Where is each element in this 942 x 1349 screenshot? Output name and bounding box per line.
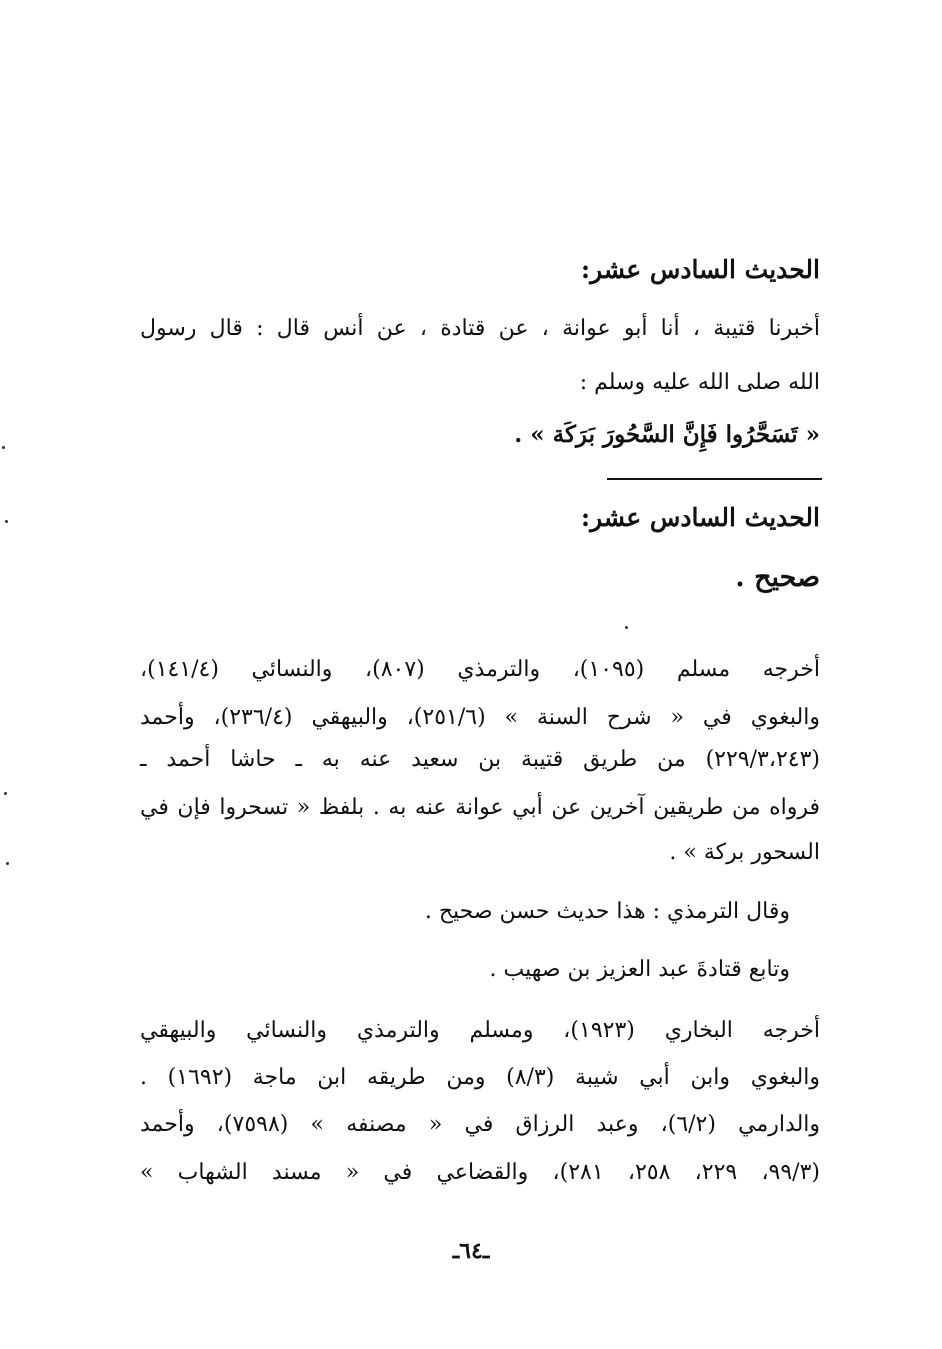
isnad-line-1: أخبرنا قتيبة ، أنا أبو عوانة ، عن قتادة ، عن أنس قال : قال رسول: [140, 316, 820, 341]
hadith-text: « تَسَحَّرُوا فَإِنَّ السَّحُورَ بَرَكَة » .: [514, 421, 820, 448]
takhrij-line-1: أخرجه مسلم (١٠٩٥)، والترمذي (٨٠٧)، والنسائي (١٤١/٤)،: [140, 657, 821, 682]
takhrij2-line-3: والدارمي (٦/٢)، وعبد الرزاق في « مصنفه » (٧٥٩٨)، وأحمد: [140, 1112, 821, 1137]
takhrij2-line-1: أخرجه البخاري (١٩٢٣)، ومسلم والترمذي والنسائي والبيهقي: [140, 1018, 820, 1043]
hadith-heading: الحديث السادس عشر:: [580, 255, 820, 284]
takhrij2-line-2: والبغوي وابن أبي شيبة (٨/٣) ومن طريقه ابن ماجة (١٦٩٢) .: [140, 1065, 820, 1090]
takhrij-line-5: السحور بركة » .: [669, 840, 820, 865]
isnad-line-2: الله صلى الله عليه وسلم :: [579, 370, 820, 395]
scan-speck: [625, 626, 628, 629]
mutaba-note: وتابع قتادةَ عبد العزيز بن صهيب .: [489, 957, 790, 982]
takhrij-line-4: فرواه من طريقين آخرين عن أبي عوانة عنه به . بلفظ « تسحروا فإن في: [140, 795, 820, 820]
section-divider: [607, 478, 822, 480]
scan-speck: [6, 862, 9, 865]
takhrij-line-3: (٢٢٩/٣،٢٤٣) من طريق قتيبة بن سعيد عنه به ـ حاشا أحمد ـ: [140, 747, 820, 772]
hadith-verdict: صحيح .: [735, 562, 820, 593]
scan-speck: [2, 446, 5, 449]
scan-speck: [4, 792, 7, 795]
takhrij-heading: الحديث السادس عشر:: [580, 503, 820, 532]
takhrij-line-2: والبغوي في « شرح السنة » (٢٥١/٦)، والبيهقي (٢٣٦/٤)، وأحمد: [140, 705, 820, 730]
takhrij2-line-4: (٩٩/٣، ٢٢٩، ٢٥٨، ٢٨١)، والقضاعي في « مسند الشهاب »: [140, 1160, 821, 1185]
tirmidhi-note: وقال الترمذي : هذا حديث حسن صحيح .: [424, 899, 790, 924]
scan-speck: [5, 520, 8, 523]
page-number: ـ٦٤ـ: [452, 1238, 490, 1264]
